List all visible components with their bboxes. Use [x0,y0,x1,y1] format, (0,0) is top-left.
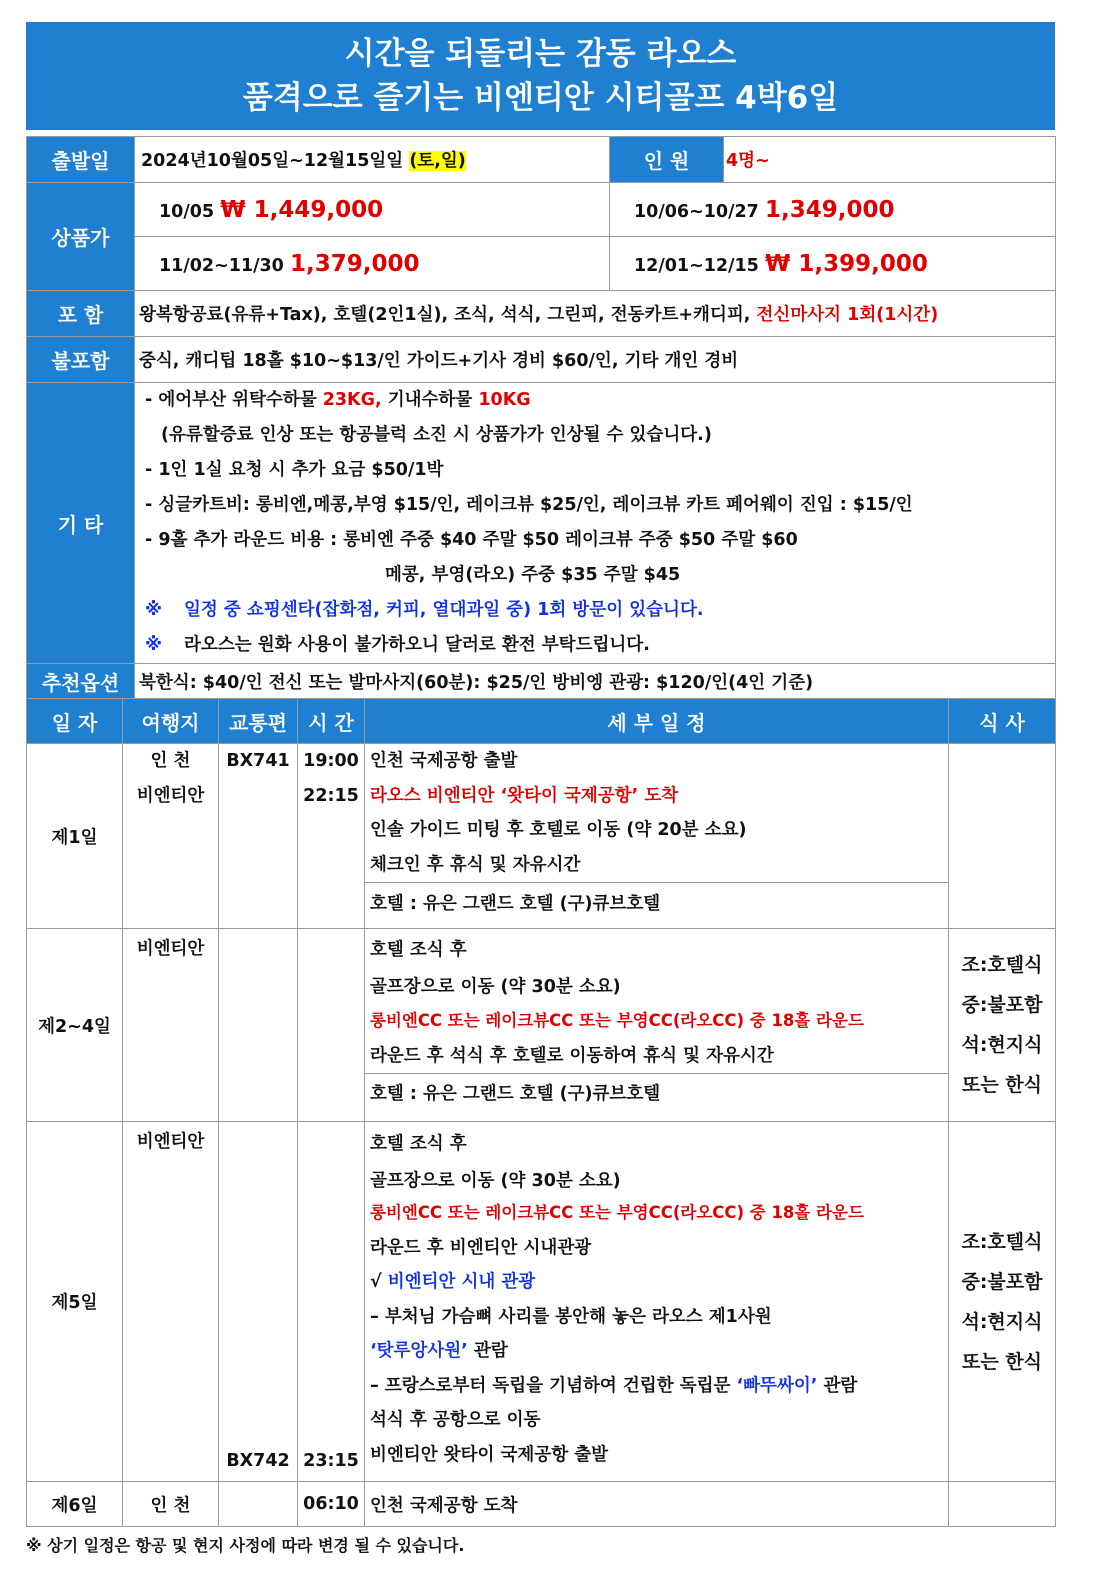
day-2-4-meal: 조:호텔식 중:불포함 석:현지식 또는 한식 [949,929,1056,1122]
day-1-detail: 인천 국제공항 출발 라오스 비엔티안 ‘왓타이 국제공항’ 도착 인솔 가이드 미팅 후 호텔로 이동 (약 20분 소요) 체크인 후 휴식 및 자유시간 호텔 : 유은 그랜드 호텔 (구)큐브호텔 [365,744,949,929]
title-line-2: 품격으로 즐기는 비엔티안 시티골프 4박6일 [242,80,839,116]
include-highlight: 전신마사지 1회(1시간) [756,305,939,325]
day-5-detail: 호텔 조식 후 골프장으로 이동 (약 30분 소요) 롱비엔CC 또는 레이크뷰CC 또는 부영CC(라오CC) 중 18홀 라운드 라운드 후 비엔티안 시내관광 √ 비엔티안 시내 관광 – 부처님 가슴뼈 사리를 봉안해 놓은 라오스 제1사원 ‘탓루앙사원’ 관람 – 프랑스로부터 독립을 기념하여 건립한 독립문 ‘빠뚜싸이’ 관람 석식 후 공항으로 이동 비엔티안 왓타이 국제공항 출발 [365,1122,949,1482]
etc-label: 기 타 [27,383,135,664]
etc-line: - 싱글카트비: 롱비엔,메콩,부영 $15/인, 레이크뷰 $25/인, 레이크뷰 카트 페어웨이 진입 : $15/인 [145,495,913,515]
etc-notice-shopping: ※ 일정 중 쇼핑센타(잡화점, 커피, 열대과일 중) 1회 방문이 있습니다. [145,600,704,620]
header-day: 일 자 [27,699,123,744]
header-transport: 교통편 [219,699,298,744]
day-5-flight: BX742 [219,1122,298,1482]
price-row-4 [610,237,1056,291]
title-banner [26,22,1055,130]
etc-line: - 에어부산 위탁수하물 23KG, 기내수하물 10KG [145,390,531,410]
price-label: 상품가 [27,183,135,291]
footer-notice: ※ 상기 일정은 항공 및 현지 사정에 따라 변경 될 수 있습니다. [26,1536,465,1555]
day-5-place: 비엔티안 [123,1122,219,1482]
option-label: 추천옵션 [27,664,135,700]
day-6-label: 제6일 [27,1482,123,1527]
day-6-place: 인 천 [123,1482,219,1527]
day-1-meal [949,744,1056,929]
day-6-detail: 인천 국제공항 도착 [365,1482,949,1527]
etc-line: 메콩, 부영(라오) 주중 $35 주말 $45 [385,565,681,585]
price-value: ₩ 1,449,000 [220,196,384,223]
exclude-text: 중식, 캐디팁 18홀 $10~$13/인 가이드+기사 경비 $60/인, 기타 개인 경비 [135,337,1056,383]
day-5-time: 23:15 [298,1122,365,1482]
etc-cell [135,383,1056,664]
price-row-1 [135,183,610,237]
info-table [26,136,1056,700]
include-cell [135,291,1056,337]
etc-line: - 9홀 추가 라운드 비용 : 롱비엔 주중 $40 주말 $50 레이크뷰 주중 $50 주말 $60 [145,530,798,550]
option-text: 북한식: $40/인 전신 또는 발마사지(60분): $25/인 방비엥 관광: $120/인(4인 기준) [135,664,1056,700]
header-time: 시 간 [298,699,365,744]
day-1-place: 인 천 비엔티안 [123,744,219,929]
etc-line: (유류할증료 인상 또는 항공블럭 소진 시 상품가가 인상될 수 있습니다.) [161,425,712,445]
day-5-label: 제5일 [27,1122,123,1482]
day-1-label: 제1일 [27,744,123,929]
include-text: 왕복항공료(유류+Tax), 호텔(2인1실), 조식, 석식, 그린피, 전동카트+캐디피, [139,305,751,325]
price-row-3 [135,237,610,291]
etc-notice-currency: ※ 라오스는 원화 사용이 불가하오니 달러로 환전 부탁드립니다. [145,635,650,655]
header-place: 여행지 [123,699,219,744]
day-5-city-tour: √ 비엔티안 시내 관광 [370,1272,536,1292]
price-date: 10/05 [159,201,215,222]
day-5-meal: 조:호텔식 중:불포함 석:현지식 또는 한식 [949,1122,1056,1482]
header-meal: 식 사 [949,699,1056,744]
departure-value: 2024년10월05일~12월15일일 [141,151,404,171]
departure-label: 출발일 [27,137,135,183]
price-value: 1,379,000 [289,250,420,277]
title-line-1: 시간을 되돌리는 감동 라오스 [344,36,737,72]
day-2-4-detail: 호텔 조식 후 골프장으로 이동 (약 30분 소요) 롱비엔CC 또는 레이크뷰CC 또는 부영CC(라오CC) 중 18홀 라운드 라운드 후 석식 후 호텔로 이동하여 휴식 및 자유시간 호텔 : 유은 그랜드 호텔 (구)큐브호텔 [365,929,949,1122]
price-row-2 [610,183,1056,237]
price-date: 11/02~11/30 [159,255,284,276]
exclude-label: 불포함 [27,337,135,383]
day-1-flight: BX741 [219,744,298,929]
etc-line: - 1인 1실 요청 시 추가 요금 $50/1박 [145,460,444,480]
price-value: ₩ 1,399,000 [764,250,928,277]
day-2-4-hotel: 호텔 : 유은 그랜드 호텔 (구)큐브호텔 [365,1073,948,1113]
include-label: 포 함 [27,291,135,337]
departure-days: (토,일) [409,151,466,171]
schedule-table [26,698,1056,1527]
day-2-4-place: 비엔티안 [123,929,219,1122]
people-value: 4명~ [724,137,1056,183]
price-date: 10/06~10/27 [634,201,759,222]
price-date: 12/01~12/15 [634,255,759,276]
day-1-hotel: 호텔 : 유은 그랜드 호텔 (구)큐브호텔 [365,882,948,924]
day-6-time: 06:10 [298,1482,365,1527]
people-label: 인 원 [610,137,724,183]
day-2-4-label: 제2~4일 [27,929,123,1122]
header-detail: 세 부 일 정 [365,699,949,744]
price-value: 1,349,000 [764,196,895,223]
day-1-times: 19:00 22:15 [298,744,365,929]
